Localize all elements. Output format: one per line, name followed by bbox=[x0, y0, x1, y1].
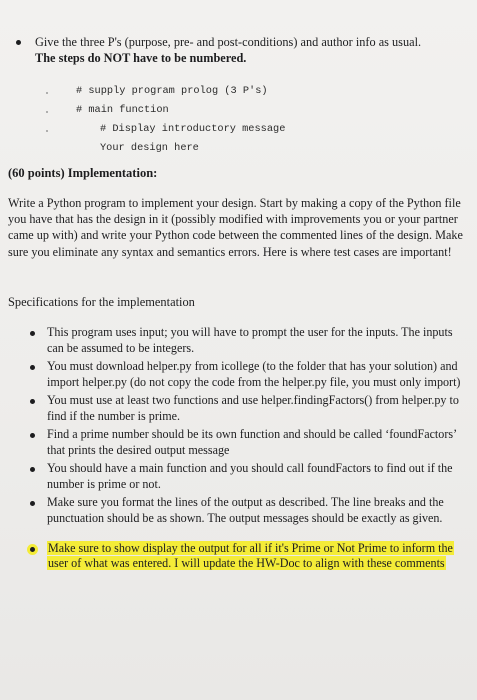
list-item bbox=[30, 495, 466, 527]
list-item bbox=[30, 325, 466, 357]
intro-bullet bbox=[16, 34, 466, 66]
bullet-dot bbox=[30, 331, 35, 336]
list-item bbox=[30, 393, 466, 425]
bullet-dot bbox=[30, 365, 35, 370]
list-item-text: Make sure you format the lines of the output as described. The line breaks and the punctuation should be as shown. The output messages should be exactly as given. bbox=[47, 494, 444, 525]
highlighted-list-item bbox=[30, 541, 466, 573]
faint-bullet-mark bbox=[46, 92, 48, 94]
list-item bbox=[30, 359, 466, 391]
code-line: Your design here bbox=[100, 142, 199, 154]
list-item-text: You must download helper.py from icollege (to the folder that has your solution) and import helper.py (do not copy the code from the helper.py file, you must only import) bbox=[47, 358, 461, 389]
list-item-text: Find a prime number should be its own function and should be called ‘foundFactors’ that prints the desired output message bbox=[47, 426, 457, 457]
bullet-dot bbox=[30, 467, 35, 472]
highlighted-text: Make sure to show display the output for all if it's Prime or Not Prime to inform the user of what was entered. I will update the HW-Doc to align with these comments bbox=[48, 540, 453, 571]
code-line: # Display introductory message bbox=[100, 123, 286, 135]
faint-bullet-mark bbox=[46, 111, 48, 113]
bullet-dot bbox=[30, 501, 35, 506]
specifications-heading: Specifications for the implementation bbox=[8, 295, 195, 309]
intro-line-2: The steps do NOT have to be numbered. bbox=[35, 51, 247, 65]
implementation-paragraph: Write a Python program to implement your design. Start by making a copy of the Python file you have that has the design in it (possibly modified with improvements you or your partner came up with) and write your Python code between the commented lines of the design. Make sure you eliminate any syntax and semantics errors. Here is where test cases are important! bbox=[8, 196, 463, 259]
bullet-dot bbox=[30, 433, 35, 438]
faint-bullet-mark bbox=[46, 130, 48, 132]
bullet-dot bbox=[16, 40, 21, 45]
code-block bbox=[76, 82, 285, 158]
highlighted-text-wrap bbox=[47, 541, 466, 573]
code-line: # supply program prolog (3 P's) bbox=[76, 85, 268, 97]
intro-line-1: Give the three P's (purpose, pre- and post-conditions) and author info as usual. bbox=[35, 35, 422, 49]
bullet-dot bbox=[30, 399, 35, 404]
list-item bbox=[30, 461, 466, 493]
implementation-heading: (60 points) Implementation: bbox=[8, 166, 158, 180]
code-line: # main function bbox=[76, 104, 169, 116]
list-item-text: This program uses input; you will have to prompt the user for the inputs. The inputs can be assumed to be integers. bbox=[47, 325, 453, 355]
list-item-text: You must use at least two functions and use helper.findingFactors() from helper.py to find if the number is prime. bbox=[47, 392, 459, 423]
bullet-dot bbox=[30, 547, 35, 552]
list-item-text: You should have a main function and you should call foundFactors to find out if the number is prime or not. bbox=[47, 460, 453, 491]
specifications-list bbox=[30, 325, 466, 575]
intro-text bbox=[35, 34, 421, 66]
list-item bbox=[30, 427, 466, 459]
